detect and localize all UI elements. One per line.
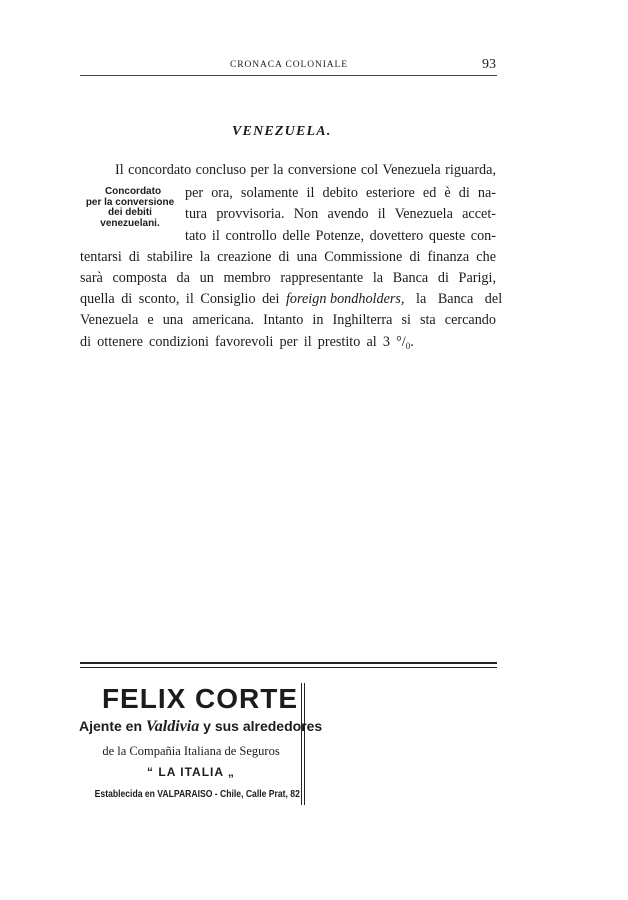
foreign-bondholders-italic: foreign bondholders, — [285, 291, 405, 307]
body-line-7 — [80, 291, 503, 307]
advertisement-address: Establecida en VALPARAISO - Chile, Calle Prat, 82 — [94, 789, 300, 800]
advertisement-agent-line — [79, 718, 323, 736]
section-title: VENEZUELA. — [232, 124, 332, 139]
body-line-4: tato il controllo delle Potenze, dovettero queste con- — [185, 228, 496, 244]
advertisement-company-name: “ LA ITALIA „ — [147, 765, 235, 779]
advertisement-agent-suffix: y sus alrededores — [199, 718, 323, 734]
body-line-6: sarà composta da un membro rappresentante la Banca di Parigi, — [80, 270, 496, 286]
advertisement-rule-thin — [80, 667, 497, 668]
advertisement-company-line: de la Compañia Italiana de Seguros — [102, 744, 280, 758]
body-line-9-end: . — [410, 334, 414, 350]
advertisement-city: Valdivia — [145, 718, 200, 735]
body-line-5: tentarsi di stabilire la creazione di una Commissione di finanza che — [80, 249, 496, 265]
body-line-9-text: di ottenere condizioni favorevoli per il prestito al 3 °/ — [80, 334, 406, 350]
percent-subscript: 0 — [405, 341, 411, 351]
body-line-8: Venezuela e una americana. Intanto in Inghilterra si sta cercando — [80, 312, 496, 328]
body-line-7-end: la Banca del — [404, 291, 503, 307]
advertisement-vertical-rule-inner — [304, 683, 305, 805]
body-line-2: per ora, solamente il debito esteriore ed è di na- — [185, 185, 496, 201]
body-line-9 — [80, 335, 414, 351]
body-line-7-text: quella di sconto, il Consiglio dei — [80, 291, 286, 307]
advertisement-rule-thick — [80, 662, 497, 664]
advertisement-agent-prefix: Ajente en — [79, 718, 146, 734]
marginal-note-line-1: Concordato — [104, 186, 162, 197]
header-rule — [80, 75, 497, 76]
running-title: CRONACA COLONIALE — [230, 60, 348, 70]
marginal-note — [78, 187, 182, 229]
marginal-note-line-4: venezuelani. — [100, 217, 160, 229]
page-number: 93 — [482, 57, 496, 72]
marginal-note-line-2: per la conversione — [85, 196, 175, 208]
body-line-3: tura provvisoria. Non avendo il Venezuela accet- — [185, 206, 496, 222]
body-line-1: Il concordato concluso per la conversione col Venezuela riguarda, — [115, 162, 496, 178]
marginal-note-line-3: dei debiti — [108, 207, 152, 218]
advertisement-name: FELIX CORTE — [101, 683, 299, 714]
